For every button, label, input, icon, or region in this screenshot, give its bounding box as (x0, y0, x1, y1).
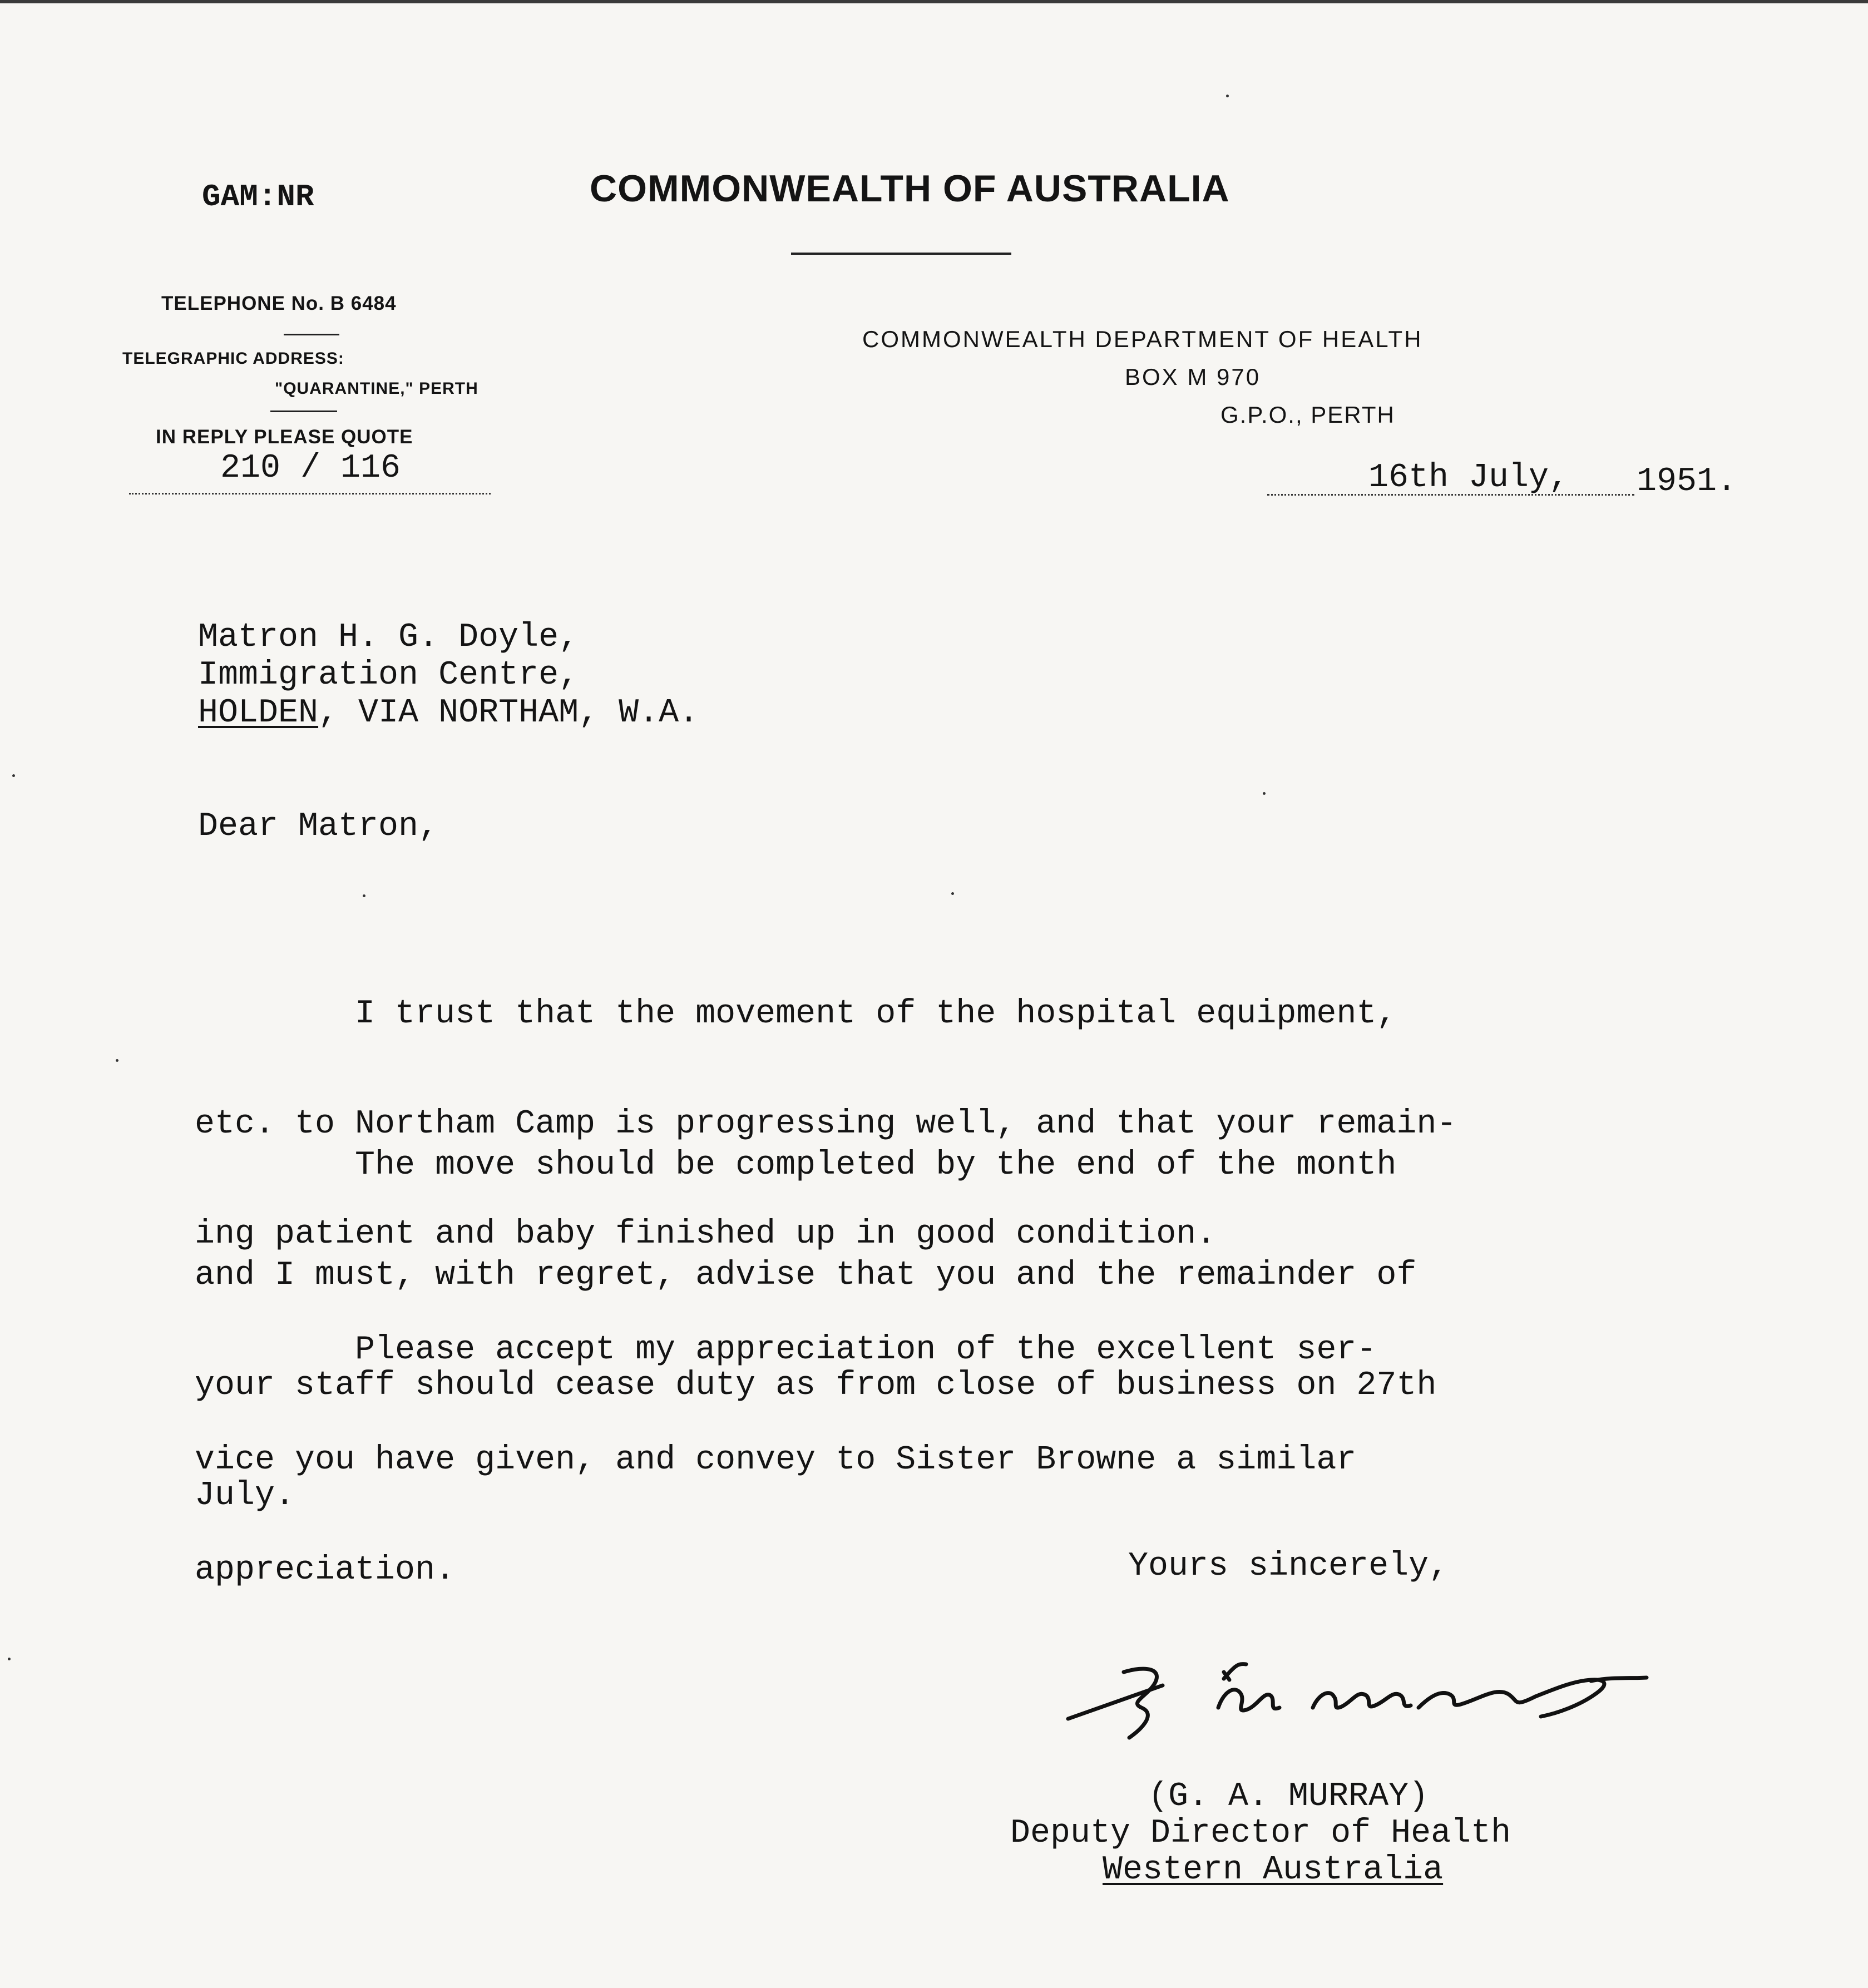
page-top-edge (0, 0, 1868, 3)
scan-speck (12, 774, 15, 777)
box-number: BOX M 970 (1125, 364, 1261, 390)
paragraph-3 (195, 1258, 1376, 1662)
paragraph-line: Please accept my appreciation of the excellent ser- (195, 1331, 1377, 1369)
address-line-1: Matron H. G. Doyle, (198, 619, 579, 656)
department-name: COMMONWEALTH DEPARTMENT OF HEALTH (862, 326, 1423, 352)
salutation: Dear Matron, (198, 808, 439, 845)
signatory-location: Western Australia (1103, 1851, 1444, 1889)
paragraph-line: your staff should cease duty as from close of business on 27th (195, 1367, 1437, 1405)
paragraph-line: appreciation. (195, 1551, 456, 1589)
paragraph-line: ing patient and baby finished up in good condition. (195, 1215, 1217, 1253)
reply-quote-value: 210 / 116 (220, 449, 401, 487)
title-rule (791, 253, 1011, 255)
letterhead-title: COMMONWEALTH OF AUSTRALIA (590, 167, 1230, 210)
paragraph-line: July. (195, 1477, 295, 1515)
paragraph-line: I trust that the movement of the hospital equipment, (195, 995, 1397, 1033)
paragraph-line: etc. to Northam Camp is progressing well, and that your remain- (195, 1105, 1457, 1143)
signatory-name: (G. A. MURRAY) (1148, 1778, 1429, 1816)
scan-speck (116, 1059, 118, 1062)
letter-year: 1951. (1637, 463, 1737, 501)
gpo-location: G.P.O., PERTH (1220, 402, 1395, 428)
address-line-2: Immigration Centre, (198, 656, 579, 694)
scan-speck (363, 894, 365, 897)
address-line-3-rest: , VIA NORTHAM, W.A. (318, 694, 699, 732)
telegraphic-address-label: TELEGRAPHIC ADDRESS: (122, 349, 344, 368)
address-line-3 (198, 694, 699, 732)
paragraph-line: The move should be completed by the end of the month (195, 1146, 1397, 1184)
scan-speck (951, 892, 954, 895)
reply-quote-dotted-line (129, 493, 491, 494)
divider (270, 411, 337, 412)
scan-speck (1226, 95, 1229, 97)
paragraph-line: vice you have given, and convey to Sister Browne a similar (195, 1441, 1357, 1479)
telephone-number: TELEPHONE No. B 6484 (161, 293, 397, 314)
divider (284, 334, 339, 335)
reply-quote-label: IN REPLY PLEASE QUOTE (156, 426, 413, 448)
paragraph-line: and I must, with regret, advise that you and the remainder of (195, 1257, 1417, 1294)
scan-speck (1263, 792, 1266, 795)
closing: Yours sincerely, (1128, 1547, 1449, 1585)
scan-speck (8, 1658, 11, 1660)
reference-code: GAM:NR (202, 179, 314, 215)
letter-date: 16th July, (1368, 459, 1569, 497)
address-place: HOLDEN (198, 694, 319, 732)
telegraphic-address-value: "QUARANTINE," PERTH (275, 379, 478, 398)
signatory-title: Deputy Director of Health (1010, 1814, 1511, 1852)
handwritten-signature (1057, 1619, 1680, 1763)
